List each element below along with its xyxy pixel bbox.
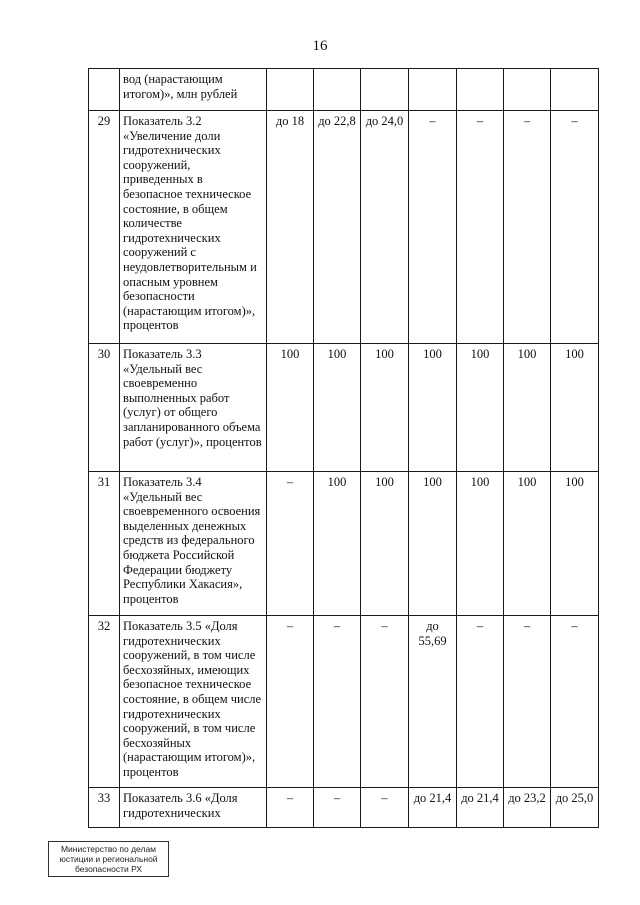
value-cell <box>504 69 551 111</box>
indicator-name: Показатель 3.3 «Удельный вес своевременно выполненных работ (услуг) от общего запланированного объема работ (услуг)», процентов <box>120 344 267 472</box>
table-row <box>89 344 599 472</box>
value-cell: до 21,4 <box>409 788 457 828</box>
value-cell: 100 <box>457 344 504 472</box>
value-cell: до 25,0 <box>551 788 599 828</box>
indicator-name: вод (нарастающим итогом)», млн рублей <box>120 69 267 111</box>
value-cell: до 23,2 <box>504 788 551 828</box>
value-cell: – <box>551 616 599 788</box>
row-number <box>89 69 120 111</box>
table-row <box>89 616 599 788</box>
value-cell: 100 <box>314 472 361 616</box>
value-cell: 100 <box>551 472 599 616</box>
value-cell: – <box>314 788 361 828</box>
indicator-name: Показатель 3.2 «Увеличение доли гидротехнических сооружений, приведенных в безопасное техническое состояние, в общем количестве гидротехнических сооружений с неудовлетворительным и опасным уровнем безопасности (нарастающим итогом)», процентов <box>120 111 267 344</box>
value-cell: – <box>361 616 409 788</box>
value-cell: 100 <box>314 344 361 472</box>
page-number: 16 <box>312 38 328 54</box>
value-cell: – <box>551 111 599 344</box>
value-cell <box>457 69 504 111</box>
table-row <box>89 788 599 828</box>
value-cell: 100 <box>267 344 314 472</box>
stamp-line: безопасности РХ <box>74 864 143 874</box>
indicator-name: Показатель 3.4 «Удельный вес своевременного освоения выделенных денежных средств из федерального бюджета Российской Федерации бюджету Республики Хакасия», процентов <box>120 472 267 616</box>
value-cell: – <box>504 616 551 788</box>
indicator-name: Показатель 3.5 «Доля гидротехнических сооружений, в том числе бесхозяйных, имеющих безопасное техническое состояние, в общем числе гидротехнических сооружений, в том числе бесхозяйных (нарастающим итогом)», процентов <box>120 616 267 788</box>
value-cell: 100 <box>504 344 551 472</box>
value-cell: до 22,8 <box>314 111 361 344</box>
value-cell <box>267 69 314 111</box>
table-row <box>89 69 599 111</box>
value-cell <box>314 69 361 111</box>
value-cell: 100 <box>361 472 409 616</box>
row-number: 29 <box>89 111 120 344</box>
row-number: 31 <box>89 472 120 616</box>
value-cell: – <box>314 616 361 788</box>
value-cell: 100 <box>409 344 457 472</box>
value-cell <box>361 69 409 111</box>
value-cell: 100 <box>457 472 504 616</box>
stamp-line: юстиции и региональной <box>59 854 158 864</box>
indicator-name: Показатель 3.6 «Доля гидротехнических <box>120 788 267 828</box>
value-cell: – <box>457 111 504 344</box>
value-cell: – <box>504 111 551 344</box>
value-cell: – <box>267 616 314 788</box>
value-cell: – <box>267 472 314 616</box>
value-cell: до 24,0 <box>361 111 409 344</box>
value-cell: – <box>457 616 504 788</box>
row-number: 30 <box>89 344 120 472</box>
value-cell: 100 <box>551 344 599 472</box>
value-cell: – <box>267 788 314 828</box>
ministry-stamp <box>48 841 169 877</box>
row-number: 32 <box>89 616 120 788</box>
value-cell <box>409 69 457 111</box>
table-row <box>89 111 599 344</box>
table-row <box>89 472 599 616</box>
value-cell: 100 <box>409 472 457 616</box>
value-cell: – <box>409 111 457 344</box>
row-number: 33 <box>89 788 120 828</box>
value-cell: до 18 <box>267 111 314 344</box>
value-cell <box>551 69 599 111</box>
value-cell: 100 <box>504 472 551 616</box>
value-cell: – <box>361 788 409 828</box>
stamp-line: Министерство по делам <box>60 844 157 854</box>
value-cell: до 55,69 <box>409 616 457 788</box>
value-cell: 100 <box>361 344 409 472</box>
value-cell: до 21,4 <box>457 788 504 828</box>
indicators-table <box>88 68 599 828</box>
